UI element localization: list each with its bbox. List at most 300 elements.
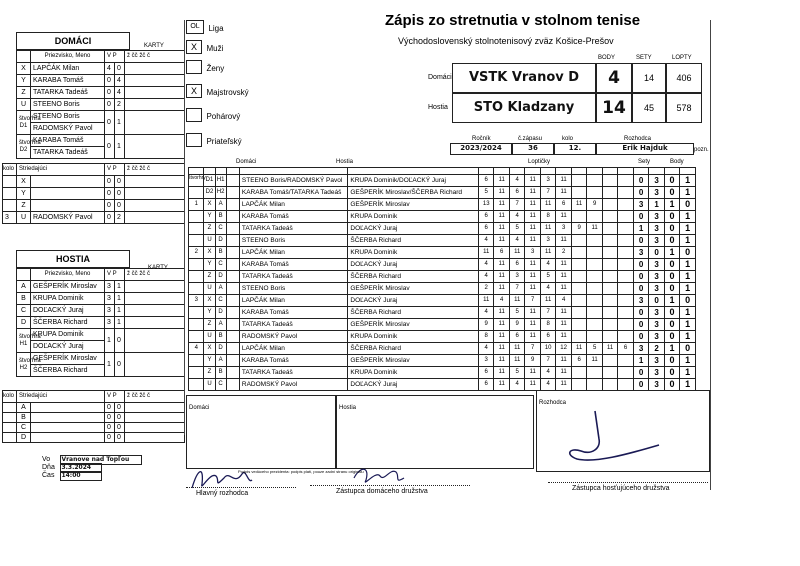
match-balls-cell[interactable]: 11 [556, 175, 571, 187]
match-balls-cell[interactable]: 10 [540, 343, 555, 355]
match-balls-cell[interactable]: 11 [556, 319, 571, 331]
match-balls-cell[interactable] [602, 199, 617, 211]
doubles-wins[interactable]: 0 [105, 111, 115, 135]
match-balls-cell[interactable] [618, 283, 633, 295]
match-balls-cell[interactable]: 3 [540, 175, 555, 187]
match-balls-cell[interactable]: 3 [509, 271, 524, 283]
match-sets-away[interactable]: 2 [649, 343, 664, 355]
match-balls-cell[interactable] [571, 379, 586, 391]
match-balls-cell[interactable]: 6 [556, 199, 571, 211]
match-home-player[interactable]: STEENO Boris [239, 283, 347, 295]
match-balls-cell[interactable] [571, 259, 586, 271]
player-losses[interactable]: 1 [115, 305, 125, 317]
match-balls-cell[interactable]: 11 [525, 319, 540, 331]
match-sets-home[interactable]: 0 [633, 235, 648, 247]
match-balls-cell[interactable] [587, 259, 602, 271]
match-balls-cell[interactable] [618, 367, 633, 379]
info-kolo[interactable]: 12. [554, 143, 596, 155]
match-balls-cell[interactable] [587, 283, 602, 295]
match-balls-cell[interactable]: 9 [571, 223, 586, 235]
match-balls-cell[interactable]: 11 [494, 175, 509, 187]
doubles-cards[interactable] [125, 135, 185, 159]
match-balls-cell[interactable]: 4 [478, 343, 493, 355]
match-balls-cell[interactable]: 11 [525, 307, 540, 319]
sub-losses[interactable]: 0 [115, 433, 125, 443]
match-balls-cell[interactable] [618, 247, 633, 259]
match-sets-home[interactable]: 1 [633, 355, 648, 367]
sub-wins[interactable]: 0 [105, 200, 115, 212]
match-balls-cell[interactable] [602, 295, 617, 307]
match-balls-cell[interactable]: 11 [494, 355, 509, 367]
match-body-home[interactable]: 0 [664, 283, 679, 295]
match-balls-cell[interactable]: 5 [540, 271, 555, 283]
match-balls-cell[interactable] [587, 379, 602, 391]
doubles-name[interactable]: TATARKA Tadeáš [31, 147, 105, 159]
match-sets-away[interactable]: 3 [649, 379, 664, 391]
doubles-name[interactable]: KARABA Tomáš [31, 135, 105, 147]
match-balls-cell[interactable] [602, 367, 617, 379]
match-balls-cell[interactable] [571, 283, 586, 295]
match-balls-cell[interactable] [618, 271, 633, 283]
match-body-home[interactable]: 1 [664, 295, 679, 307]
category-muzi[interactable] [186, 38, 223, 56]
match-balls-cell[interactable]: 11 [494, 367, 509, 379]
doubles-name[interactable]: RADOMSKÝ Pavol [31, 123, 105, 135]
match-balls-cell[interactable]: 4 [540, 283, 555, 295]
match-home-player[interactable]: KARABA Tomáš [239, 259, 347, 271]
match-balls-cell[interactable]: 4 [509, 379, 524, 391]
player-name[interactable]: TATARKA Tadeáš [31, 87, 105, 99]
player-losses[interactable]: 2 [115, 99, 125, 111]
match-away-player[interactable]: ŠČERBA Richard [348, 343, 479, 355]
sub-cards[interactable] [125, 176, 185, 188]
category-priatelsky[interactable] [186, 131, 242, 149]
match-balls-cell[interactable]: 4 [540, 379, 555, 391]
sub-wins[interactable]: 0 [105, 176, 115, 188]
match-sets-home[interactable]: 3 [633, 247, 648, 259]
home-team-points[interactable]: 4 [596, 63, 632, 93]
sub-losses[interactable]: 0 [115, 188, 125, 200]
match-balls-cell[interactable]: 11 [509, 343, 524, 355]
match-body-home[interactable]: 1 [664, 199, 679, 211]
home-team-balls[interactable]: 406 [666, 63, 702, 93]
match-sets-home[interactable]: 0 [633, 379, 648, 391]
match-body-away[interactable]: 0 [680, 295, 696, 307]
sub-kolo[interactable] [3, 413, 17, 423]
match-balls-cell[interactable] [571, 319, 586, 331]
sub-wins[interactable]: 0 [105, 188, 115, 200]
player-cards[interactable] [125, 305, 185, 317]
player-name[interactable]: DOĽACKÝ Juraj [31, 305, 105, 317]
match-balls-cell[interactable]: 6 [509, 187, 524, 199]
match-balls-cell[interactable]: 11 [494, 319, 509, 331]
match-balls-cell[interactable] [571, 187, 586, 199]
match-body-home[interactable]: 0 [664, 367, 679, 379]
player-wins[interactable]: 0 [105, 99, 115, 111]
match-balls-cell[interactable]: 4 [509, 175, 524, 187]
doubles-losses[interactable]: 0 [115, 353, 125, 377]
match-sets-home[interactable]: 0 [633, 367, 648, 379]
match-balls-cell[interactable]: 11 [525, 223, 540, 235]
doubles-name[interactable]: GEŠPERÍK Miroslav [31, 353, 105, 365]
match-balls-cell[interactable]: 11 [540, 223, 555, 235]
player-cards[interactable] [125, 99, 185, 111]
match-sets-home[interactable]: 3 [633, 295, 648, 307]
doubles-cards[interactable] [125, 329, 185, 353]
match-balls-cell[interactable] [571, 235, 586, 247]
match-body-home[interactable]: 0 [664, 259, 679, 271]
sub-kolo[interactable] [3, 433, 17, 443]
player-cards[interactable] [125, 87, 185, 99]
category-poharovy[interactable] [186, 106, 240, 124]
sub-losses[interactable]: 0 [115, 200, 125, 212]
home-team-name[interactable]: VSTK Vranov D [452, 63, 596, 93]
doubles-losses[interactable]: 0 [115, 329, 125, 353]
sub-cards[interactable] [125, 413, 185, 423]
match-balls-cell[interactable]: 11 [540, 247, 555, 259]
category-muzi-box[interactable]: X [186, 40, 202, 54]
match-balls-cell[interactable]: 3 [540, 235, 555, 247]
match-balls-cell[interactable]: 11 [525, 331, 540, 343]
sub-losses[interactable]: 0 [115, 413, 125, 423]
match-balls-cell[interactable]: 11 [494, 259, 509, 271]
match-balls-cell[interactable]: 5 [509, 307, 524, 319]
match-balls-cell[interactable]: 11 [509, 295, 524, 307]
match-balls-cell[interactable]: 11 [556, 379, 571, 391]
match-balls-cell[interactable] [571, 271, 586, 283]
player-cards[interactable] [125, 75, 185, 87]
match-body-away[interactable]: 1 [680, 175, 696, 187]
match-balls-cell[interactable]: 4 [478, 235, 493, 247]
match-balls-cell[interactable]: 8 [540, 319, 555, 331]
match-balls-cell[interactable]: 7 [540, 355, 555, 367]
match-sets-away[interactable]: 3 [649, 175, 664, 187]
match-balls-cell[interactable]: 3 [556, 223, 571, 235]
sub-cards[interactable] [125, 200, 185, 212]
match-body-away[interactable]: 1 [680, 367, 696, 379]
match-balls-cell[interactable] [587, 331, 602, 343]
player-name[interactable]: LAPČÁK Milan [31, 63, 105, 75]
match-sets-away[interactable]: 3 [649, 259, 664, 271]
match-balls-cell[interactable] [587, 319, 602, 331]
match-balls-cell[interactable]: 11 [556, 355, 571, 367]
match-body-away[interactable]: 0 [680, 247, 696, 259]
match-balls-cell[interactable] [602, 187, 617, 199]
match-balls-cell[interactable]: 6 [478, 379, 493, 391]
category-majstrovsky-box[interactable]: X [186, 84, 202, 98]
match-body-home[interactable]: 0 [664, 271, 679, 283]
player-wins[interactable]: 3 [105, 293, 115, 305]
match-sets-home[interactable]: 0 [633, 271, 648, 283]
match-balls-cell[interactable] [587, 295, 602, 307]
match-balls-cell[interactable]: 9 [478, 319, 493, 331]
match-sets-away[interactable]: 3 [649, 271, 664, 283]
category-zeny-box[interactable] [186, 60, 202, 74]
player-wins[interactable]: 0 [105, 87, 115, 99]
match-away-player[interactable]: GEŠPERÍK Miroslav [348, 199, 479, 211]
match-balls-cell[interactable]: 6 [509, 259, 524, 271]
match-balls-cell[interactable]: 11 [587, 355, 602, 367]
match-away-player[interactable]: KRUPA Dominik [348, 211, 479, 223]
sub-cards[interactable] [125, 423, 185, 433]
match-sets-home[interactable]: 1 [633, 223, 648, 235]
away-team-name[interactable]: STO Kladzany [452, 93, 596, 123]
match-balls-cell[interactable] [602, 223, 617, 235]
match-balls-cell[interactable]: 11 [556, 367, 571, 379]
match-balls-cell[interactable]: 7 [540, 187, 555, 199]
info-zapas[interactable]: 36 [512, 143, 554, 155]
player-losses[interactable]: 1 [115, 293, 125, 305]
match-balls-cell[interactable]: 11 [602, 343, 617, 355]
match-sets-away[interactable]: 3 [649, 235, 664, 247]
sub-cards[interactable] [125, 433, 185, 443]
player-name[interactable]: KARABA Tomáš [31, 75, 105, 87]
doubles-losses[interactable]: 1 [115, 135, 125, 159]
sub-kolo[interactable] [3, 403, 17, 413]
match-balls-cell[interactable] [587, 367, 602, 379]
match-balls-cell[interactable]: 11 [525, 379, 540, 391]
match-balls-cell[interactable]: 11 [478, 295, 493, 307]
match-balls-cell[interactable]: 11 [571, 343, 586, 355]
match-balls-cell[interactable]: 4 [509, 235, 524, 247]
match-away-player[interactable]: KRUPA Dominik [348, 367, 479, 379]
sub-wins[interactable]: 0 [105, 433, 115, 443]
sub-losses[interactable]: 2 [115, 212, 125, 224]
match-balls-cell[interactable]: 4 [540, 259, 555, 271]
info-rocnik[interactable]: 2023/2024 [450, 143, 512, 155]
match-body-away[interactable]: 1 [680, 283, 696, 295]
match-balls-cell[interactable]: 11 [494, 223, 509, 235]
match-away-player[interactable]: KRUPA Dominik [348, 247, 479, 259]
match-balls-cell[interactable] [587, 307, 602, 319]
player-losses[interactable]: 1 [115, 317, 125, 329]
match-home-player[interactable]: KARABA Tomáš [239, 355, 347, 367]
player-wins[interactable]: 4 [105, 63, 115, 75]
sub-kolo[interactable] [3, 200, 17, 212]
match-balls-cell[interactable] [618, 295, 633, 307]
match-balls-cell[interactable]: 6 [494, 247, 509, 259]
match-balls-cell[interactable]: 11 [571, 199, 586, 211]
match-balls-cell[interactable]: 11 [556, 307, 571, 319]
match-balls-cell[interactable]: 6 [540, 331, 555, 343]
player-cards[interactable] [125, 63, 185, 75]
sub-cards[interactable] [125, 188, 185, 200]
match-balls-cell[interactable]: 4 [494, 295, 509, 307]
match-balls-cell[interactable] [602, 271, 617, 283]
match-balls-cell[interactable] [618, 175, 633, 187]
match-sets-home[interactable]: 0 [633, 175, 648, 187]
match-sets-away[interactable]: 1 [649, 199, 664, 211]
match-body-home[interactable]: 0 [664, 379, 679, 391]
sub-name[interactable] [31, 423, 105, 433]
match-body-away[interactable]: 1 [680, 271, 696, 283]
match-sets-away[interactable]: 3 [649, 367, 664, 379]
match-balls-cell[interactable]: 13 [478, 199, 493, 211]
sub-losses[interactable]: 0 [115, 176, 125, 188]
match-balls-cell[interactable]: 11 [494, 271, 509, 283]
match-sets-home[interactable]: 0 [633, 211, 648, 223]
match-home-player[interactable]: KARABA Tomáš [239, 211, 347, 223]
match-away-player[interactable]: DOĽACKÝ Juraj [348, 295, 479, 307]
sub-wins[interactable]: 0 [105, 212, 115, 224]
sub-kolo[interactable]: 3 [3, 212, 17, 224]
match-balls-cell[interactable]: 11 [556, 187, 571, 199]
sub-name[interactable] [31, 200, 105, 212]
match-body-home[interactable]: 0 [664, 307, 679, 319]
match-body-home[interactable]: 0 [664, 175, 679, 187]
match-away-player[interactable]: GEŠPERÍK Miroslav [348, 355, 479, 367]
match-balls-cell[interactable]: 4 [478, 307, 493, 319]
match-balls-cell[interactable] [587, 187, 602, 199]
info-rozhodca[interactable]: Erik Hajduk [596, 143, 694, 155]
match-sets-away[interactable]: 3 [649, 223, 664, 235]
sub-wins[interactable]: 0 [105, 423, 115, 433]
match-body-home[interactable]: 0 [664, 223, 679, 235]
player-losses[interactable]: 1 [115, 281, 125, 293]
match-balls-cell[interactable]: 8 [478, 331, 493, 343]
match-sets-away[interactable]: 3 [649, 211, 664, 223]
category-priatelsky-box[interactable] [186, 133, 202, 147]
player-name[interactable]: GEŠPERÍK Miroslav [31, 281, 105, 293]
match-balls-cell[interactable] [618, 307, 633, 319]
match-home-player[interactable]: STEENO Boris/RADOMSKÝ Pavol [239, 175, 347, 187]
match-balls-cell[interactable] [571, 331, 586, 343]
match-balls-cell[interactable] [618, 319, 633, 331]
match-balls-cell[interactable]: 7 [509, 199, 524, 211]
match-balls-cell[interactable]: 11 [525, 175, 540, 187]
match-balls-cell[interactable]: 4 [478, 271, 493, 283]
match-balls-cell[interactable] [602, 211, 617, 223]
match-balls-cell[interactable] [602, 379, 617, 391]
match-balls-cell[interactable] [602, 235, 617, 247]
category-liga-box[interactable]: OL [186, 20, 204, 34]
match-balls-cell[interactable]: 11 [494, 331, 509, 343]
match-away-player[interactable]: KRUPA Dominik [348, 331, 479, 343]
match-body-away[interactable]: 1 [680, 211, 696, 223]
sub-name[interactable] [31, 403, 105, 413]
match-balls-cell[interactable]: 5 [509, 223, 524, 235]
match-balls-cell[interactable]: 11 [494, 283, 509, 295]
match-balls-cell[interactable] [571, 307, 586, 319]
match-balls-cell[interactable] [587, 175, 602, 187]
match-balls-cell[interactable]: 6 [478, 223, 493, 235]
player-wins[interactable]: 3 [105, 281, 115, 293]
match-away-player[interactable]: DOĽACKÝ Juraj [348, 259, 479, 271]
match-sets-away[interactable]: 3 [649, 355, 664, 367]
sub-cards[interactable] [125, 403, 185, 413]
match-balls-cell[interactable] [618, 355, 633, 367]
match-balls-cell[interactable]: 11 [494, 307, 509, 319]
venue-date[interactable]: 3.3.2024 [60, 463, 102, 473]
doubles-losses[interactable]: 1 [115, 111, 125, 135]
match-balls-cell[interactable] [602, 331, 617, 343]
match-balls-cell[interactable]: 6 [478, 175, 493, 187]
player-wins[interactable]: 3 [105, 305, 115, 317]
match-balls-cell[interactable] [587, 235, 602, 247]
player-name[interactable]: KRUPA Dominik [31, 293, 105, 305]
match-balls-cell[interactable]: 6 [478, 211, 493, 223]
match-body-away[interactable]: 1 [680, 319, 696, 331]
match-balls-cell[interactable]: 6 [478, 367, 493, 379]
match-body-away[interactable]: 1 [680, 355, 696, 367]
match-balls-cell[interactable]: 11 [525, 283, 540, 295]
match-balls-cell[interactable] [571, 367, 586, 379]
sub-wins[interactable]: 0 [105, 403, 115, 413]
match-away-player[interactable]: DOĽACKÝ Juraj [348, 379, 479, 391]
match-balls-cell[interactable]: 11 [494, 211, 509, 223]
match-balls-cell[interactable]: 11 [556, 283, 571, 295]
match-body-away[interactable]: 1 [680, 259, 696, 271]
match-balls-cell[interactable]: 2 [556, 247, 571, 259]
match-sets-home[interactable]: 3 [633, 199, 648, 211]
sub-name[interactable] [31, 176, 105, 188]
match-balls-cell[interactable]: 6 [571, 355, 586, 367]
match-sets-away[interactable]: 3 [649, 283, 664, 295]
match-balls-cell[interactable]: 11 [525, 187, 540, 199]
match-balls-cell[interactable] [618, 187, 633, 199]
match-balls-cell[interactable]: 9 [509, 319, 524, 331]
match-balls-cell[interactable]: 11 [494, 343, 509, 355]
category-liga[interactable] [186, 18, 224, 36]
match-balls-cell[interactable] [571, 247, 586, 259]
match-home-player[interactable]: LAPČÁK Milan [239, 295, 347, 307]
doubles-cards[interactable] [125, 111, 185, 135]
match-body-away[interactable]: 1 [680, 307, 696, 319]
match-balls-cell[interactable] [602, 283, 617, 295]
match-home-player[interactable]: KARABA Tomáš [239, 307, 347, 319]
player-wins[interactable]: 0 [105, 75, 115, 87]
match-sets-home[interactable]: 0 [633, 331, 648, 343]
player-losses[interactable]: 4 [115, 75, 125, 87]
doubles-wins[interactable]: 0 [105, 135, 115, 159]
match-balls-cell[interactable] [587, 247, 602, 259]
match-balls-cell[interactable] [587, 271, 602, 283]
match-sets-away[interactable]: 3 [649, 307, 664, 319]
match-away-player[interactable]: ŠČERBA Richard [348, 307, 479, 319]
match-balls-cell[interactable]: 11 [494, 379, 509, 391]
match-balls-cell[interactable] [618, 223, 633, 235]
match-body-home[interactable]: 0 [664, 211, 679, 223]
match-balls-cell[interactable]: 3 [478, 355, 493, 367]
match-away-player[interactable]: GEŠPERÍK Miroslav/ŠČERBA Richard [348, 187, 479, 199]
player-cards[interactable] [125, 281, 185, 293]
match-balls-cell[interactable]: 11 [525, 367, 540, 379]
match-body-home[interactable]: 1 [664, 247, 679, 259]
match-balls-cell[interactable]: 5 [587, 343, 602, 355]
match-balls-cell[interactable]: 7 [525, 343, 540, 355]
match-balls-cell[interactable]: 11 [587, 223, 602, 235]
match-home-player[interactable]: LAPČÁK Milan [239, 343, 347, 355]
match-balls-cell[interactable]: 11 [494, 199, 509, 211]
doubles-wins[interactable]: 1 [105, 353, 115, 377]
match-balls-cell[interactable]: 11 [525, 199, 540, 211]
category-majstrovsky[interactable] [186, 82, 249, 100]
match-away-player[interactable]: ŠČERBA Richard [348, 235, 479, 247]
match-balls-cell[interactable]: 7 [540, 307, 555, 319]
match-home-player[interactable]: TATARKA Tadeáš [239, 367, 347, 379]
match-balls-cell[interactable] [587, 211, 602, 223]
match-body-home[interactable]: 0 [664, 355, 679, 367]
match-balls-cell[interactable] [571, 175, 586, 187]
match-body-home[interactable]: 0 [664, 331, 679, 343]
match-sets-away[interactable]: 0 [649, 247, 664, 259]
match-body-home[interactable]: 1 [664, 343, 679, 355]
match-balls-cell[interactable] [618, 331, 633, 343]
venue-place[interactable]: Vranove nad Topľou [60, 455, 142, 465]
match-sets-home[interactable]: 0 [633, 187, 648, 199]
match-balls-cell[interactable]: 11 [494, 187, 509, 199]
match-balls-cell[interactable]: 7 [509, 283, 524, 295]
